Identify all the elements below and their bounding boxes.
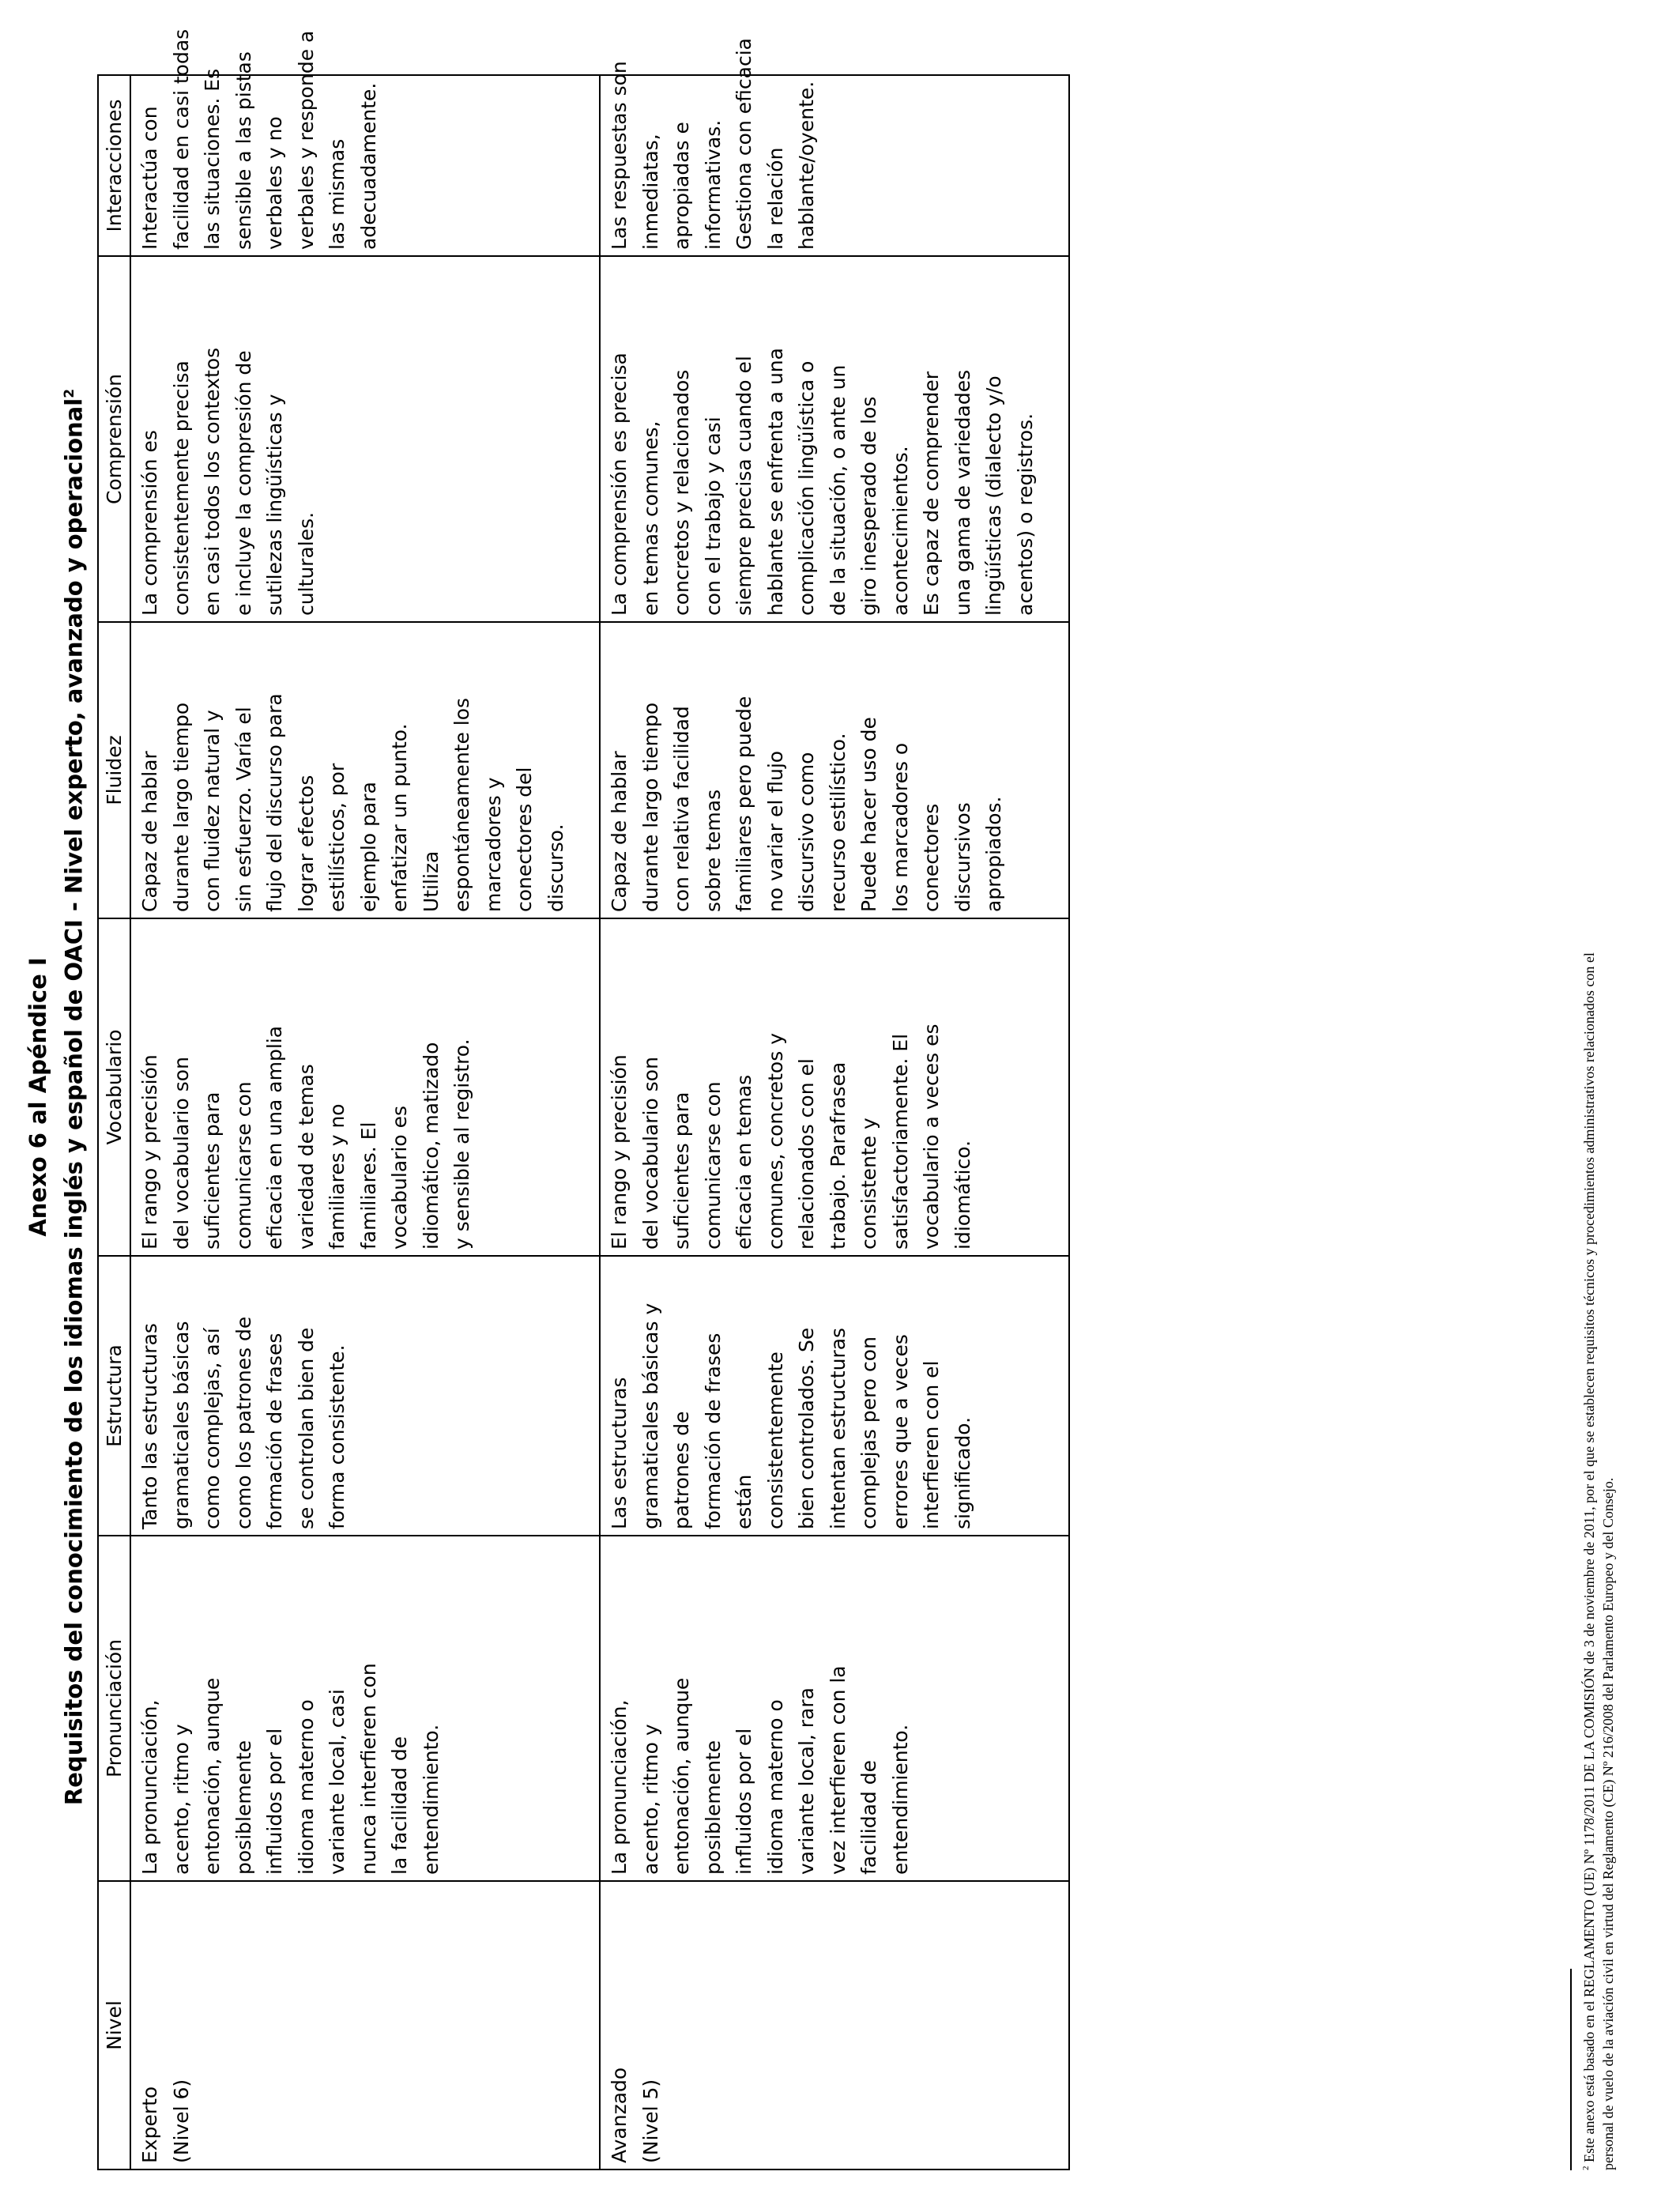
- cell-text-line: hablante/oyente.: [795, 81, 818, 250]
- cell-text-line: errores que a veces: [888, 1334, 912, 1529]
- cell-text-line: facilidad en casi todas: [169, 28, 193, 250]
- cell-text-line: durante largo tiempo: [169, 702, 193, 912]
- table-row: [130, 75, 600, 2169]
- cell-text-line: durante largo tiempo: [638, 702, 662, 912]
- cell-text-line: Interactúa con: [138, 106, 161, 250]
- table-header-row: [98, 75, 130, 2169]
- cell-text-line: y sensible al registro.: [450, 1039, 473, 1250]
- cell-fluidez: [600, 622, 1069, 918]
- header-comprension: Comprensión: [98, 256, 130, 622]
- cell-text-line: giro inesperado de los: [857, 396, 880, 616]
- cell-text-line: acentos) o registros.: [1013, 413, 1037, 616]
- cell-text-line: interfieren con el: [920, 1360, 943, 1529]
- cell-text-line: sin esfuerzo. Varía el: [232, 707, 255, 912]
- cell-text-line: bien controlados. Se: [795, 1327, 818, 1529]
- cell-text-line: discurso.: [544, 824, 567, 912]
- annex-title: Anexo 6 al Apéndice I: [24, 957, 51, 1237]
- header-estructura: Estructura: [98, 1256, 130, 1536]
- cell-text-line: Las respuestas son: [608, 61, 631, 250]
- cell-pronunciacion: [130, 1536, 600, 1881]
- cell-text-line: inmediatas,: [638, 134, 662, 250]
- cell-text-line: en temas comunes,: [638, 420, 662, 616]
- cell-text-line: verbales y responde a: [294, 30, 318, 250]
- cell-text-line: entonación, aunque: [670, 1677, 693, 1875]
- cell-text-line: vocabulario es: [388, 1105, 411, 1250]
- cell-text-line: familiares pero puede: [733, 696, 755, 912]
- footnote-line-1: [1576, 36, 1599, 2170]
- cell-text-line: las mismas: [326, 138, 348, 250]
- cell-text-line: influidos por el: [733, 1728, 755, 1875]
- document-title: [54, 0, 90, 2194]
- title-block: [22, 0, 90, 2194]
- cell-estructura: [600, 1256, 1069, 1536]
- cell-text-line: Las estructuras: [608, 1377, 631, 1529]
- cell-text-line: de la situación, o ante un: [826, 364, 849, 616]
- cell-text-line: La comprensión es precisa: [608, 352, 631, 616]
- header-nivel: Nivel: [98, 1881, 130, 2169]
- cell-text-line: complejas pero con: [857, 1336, 880, 1529]
- cell-text-line: formación de frases: [701, 1333, 725, 1529]
- header-interacciones: Interacciones: [98, 75, 130, 256]
- cell-text-line: La comprensión es: [138, 430, 161, 616]
- cell-text-line: como los patrones de: [232, 1316, 255, 1529]
- cell-text-line: están: [733, 1474, 755, 1529]
- cell-text-line: gramaticales básicas: [169, 1321, 193, 1529]
- document-title-text: Requisitos del conocimiento de los idiomas inglés y español de OACI - Nivel experto, avanzado y operacional: [60, 398, 88, 1806]
- cell-text-line: Puede hacer uso de: [857, 717, 880, 912]
- cell-text-line: las situaciones. Es: [201, 68, 224, 250]
- cell-text-line: idiomático, matizado: [419, 1042, 443, 1250]
- cell-text-line: en casi todos los contextos: [201, 347, 224, 616]
- cell-text-line: discursivo como: [795, 752, 818, 912]
- header-fluidez: Fluidez: [98, 622, 130, 918]
- cell-text-line: comunes, concretos y: [763, 1033, 787, 1250]
- cell-text-line: La pronunciación,: [608, 1699, 631, 1875]
- cell-estructura: [130, 1256, 600, 1536]
- cell-text-line: no variar el flujo: [763, 750, 787, 912]
- footnote: [1576, 36, 1618, 2170]
- cell-text-line: espontáneamente los: [450, 697, 473, 912]
- cell-text-line: influidos por el: [263, 1728, 286, 1875]
- cell-text-line: relacionados con el: [795, 1058, 818, 1250]
- footnote-mark: 2: [1581, 2166, 1591, 2170]
- cell-text-line: complicación lingüística o: [795, 360, 818, 616]
- cell-text-line: vocabulario a veces es: [920, 1023, 943, 1250]
- cell-text-line: conectores: [920, 803, 943, 912]
- cell-text-line: significado.: [951, 1416, 974, 1529]
- cell-text-line: Tanto las estructuras: [138, 1323, 161, 1529]
- cell-text-line: variante local, casi: [326, 1689, 348, 1875]
- cell-text-line: comunicarse con: [701, 1081, 725, 1250]
- cell-text-line: Capaz de hablar: [138, 751, 161, 912]
- cell-text-line: vez interfieren con la: [826, 1665, 849, 1875]
- cell-text-line: lingüísticas (dialecto y/o: [982, 375, 1005, 616]
- cell-text-line: e incluye la compresión de: [232, 350, 255, 616]
- cell-text-line: suficientes para: [201, 1091, 224, 1250]
- cell-text-line: comunicarse con: [232, 1081, 255, 1250]
- cell-text-line: gramaticales básicas y: [638, 1302, 662, 1529]
- cell-text-line: idioma materno o: [294, 1699, 318, 1875]
- cell-text-line: consistentemente: [763, 1351, 787, 1529]
- cell-text-line: ejemplo para: [356, 782, 380, 912]
- cell-text-line: (Nivel 5): [638, 2079, 662, 2163]
- cell-vocabulario: [600, 918, 1069, 1256]
- cell-text-line: nunca interfieren con: [356, 1663, 380, 1875]
- cell-text-line: estilísticos, por: [326, 763, 348, 912]
- cell-text-line: sutilezas lingüísticas y: [263, 394, 286, 616]
- cell-text-line: sensible a las pistas: [232, 51, 255, 250]
- cell-text-line: siempre precisa cuando el: [733, 356, 755, 616]
- table-row: [600, 75, 1069, 2169]
- cell-text-line: intentan estructuras: [826, 1327, 849, 1529]
- cell-text-line: concretos y relacionados: [670, 369, 693, 616]
- cell-text-line: idioma materno o: [763, 1699, 787, 1875]
- cell-fluidez: [130, 622, 600, 918]
- cell-text-line: entonación, aunque: [201, 1677, 224, 1875]
- cell-text-line: adecuadamente.: [356, 82, 380, 250]
- cell-text-line: Avanzado: [608, 2067, 631, 2163]
- cell-text-line: apropiados.: [982, 796, 1005, 912]
- cell-nivel: [130, 1881, 600, 2169]
- cell-text-line: Utiliza: [419, 850, 443, 912]
- cell-text-line: del vocabulario son: [169, 1057, 193, 1250]
- cell-text-line: conectores del: [513, 767, 536, 912]
- cell-text-line: acento, ritmo y: [169, 1724, 193, 1875]
- cell-text-line: discursivos: [951, 802, 974, 912]
- title-footnote-mark: 2: [62, 388, 77, 398]
- cell-text-line: familiares. El: [356, 1122, 380, 1250]
- cell-text-line: Experto: [138, 2086, 161, 2163]
- cell-text-line: El rango y precisión: [608, 1054, 631, 1250]
- cell-pronunciacion: [600, 1536, 1069, 1881]
- cell-text-line: marcadores y: [481, 777, 505, 912]
- cell-text-line: la facilidad de: [388, 1736, 411, 1875]
- cell-text-line: variedad de temas: [294, 1064, 318, 1250]
- cell-text-line: acontecimientos.: [888, 446, 912, 616]
- cell-text-line: recurso estilístico.: [826, 733, 849, 912]
- cell-text-line: trabajo. Parafrasea: [826, 1061, 849, 1250]
- cell-text-line: La pronunciación,: [138, 1699, 161, 1875]
- cell-text-line: los marcadores o: [888, 742, 912, 912]
- cell-text-line: forma consistente.: [326, 1344, 348, 1529]
- cell-text-line: la relación: [763, 147, 787, 250]
- cell-text-line: lograr efectos: [294, 775, 318, 912]
- cell-text-line: formación de frases: [263, 1333, 286, 1529]
- cell-text-line: eficacia en una amplia: [263, 1025, 286, 1250]
- cell-interacciones: [130, 28, 600, 256]
- cell-text-line: Gestiona con eficacia: [733, 38, 755, 250]
- cell-text-line: culturales.: [294, 511, 318, 616]
- cell-text-line: idiomático.: [951, 1140, 974, 1250]
- cell-text-line: con fluidez natural y: [201, 710, 224, 912]
- footnote-text-1: Este anexo está basado en el REGLAMENTO (UE) Nº 1178/2011 DE LA COMISIÓN de 3 de noviembre de 2011, por el que se establecen requisitos técnicos y procedimientos administrativos relacionados con el: [1581, 952, 1597, 2166]
- footnote-separator: [1570, 1969, 1572, 2170]
- cell-text-line: El rango y precisión: [138, 1054, 161, 1250]
- cell-text-line: flujo del discurso para: [263, 693, 286, 912]
- cell-text-line: sobre temas: [701, 789, 725, 912]
- requirements-table: [97, 28, 1070, 2170]
- cell-text-line: patrones de: [670, 1411, 693, 1529]
- cell-text-line: informativas.: [701, 119, 725, 250]
- cell-text-line: hablante se enfrenta a una: [763, 348, 787, 616]
- cell-text-line: posiblemente: [232, 1740, 255, 1875]
- cell-text-line: enfatizar un punto.: [388, 723, 411, 912]
- table-body: [130, 28, 1069, 2169]
- cell-text-line: con el trabajo y casi: [701, 417, 725, 616]
- cell-comprension: [130, 256, 600, 622]
- cell-text-line: entendimiento.: [419, 1724, 443, 1875]
- cell-text-line: entendimiento.: [888, 1724, 912, 1875]
- cell-vocabulario: [130, 918, 600, 1256]
- header-pronunciacion: Pronunciación: [98, 1536, 130, 1881]
- cell-text-line: se controlan bien de: [294, 1327, 318, 1529]
- cell-text-line: eficacia en temas: [733, 1074, 755, 1250]
- cell-text-line: familiares y no: [326, 1103, 348, 1250]
- cell-comprension: [600, 256, 1069, 622]
- cell-interacciones: [600, 38, 1069, 256]
- cell-text-line: verbales y no: [263, 116, 286, 250]
- cell-text-line: posiblemente: [701, 1740, 725, 1875]
- cell-text-line: una gama de variedades: [951, 369, 974, 616]
- header-vocabulario: Vocabulario: [98, 918, 130, 1256]
- cell-text-line: Capaz de hablar: [608, 751, 631, 912]
- cell-text-line: satisfactoriamente. El: [888, 1033, 912, 1250]
- cell-text-line: consistente y: [857, 1118, 880, 1250]
- cell-nivel: [600, 1881, 1069, 2169]
- cell-text-line: como complejas, así: [201, 1328, 224, 1529]
- footnote-line-2: personal de vuelo de la aviación civil en virtud del Reglamento (CE) Nº 216/2008 del Parlamento Europeo y del Consejo.: [1600, 1477, 1616, 2170]
- cell-text-line: suficientes para: [670, 1091, 693, 1250]
- cell-text-line: facilidad de: [857, 1760, 880, 1875]
- cell-text-line: apropiadas e: [670, 122, 693, 250]
- cell-text-line: Es capaz de comprender: [920, 371, 943, 616]
- cell-text-line: del vocabulario son: [638, 1057, 662, 1250]
- cell-text-line: (Nivel 6): [169, 2079, 193, 2163]
- cell-text-line: con relativa facilidad: [670, 706, 693, 912]
- cell-text-line: variante local, rara: [795, 1687, 818, 1875]
- cell-text-line: consistentemente precisa: [169, 360, 193, 616]
- cell-text-line: acento, ritmo y: [638, 1724, 662, 1875]
